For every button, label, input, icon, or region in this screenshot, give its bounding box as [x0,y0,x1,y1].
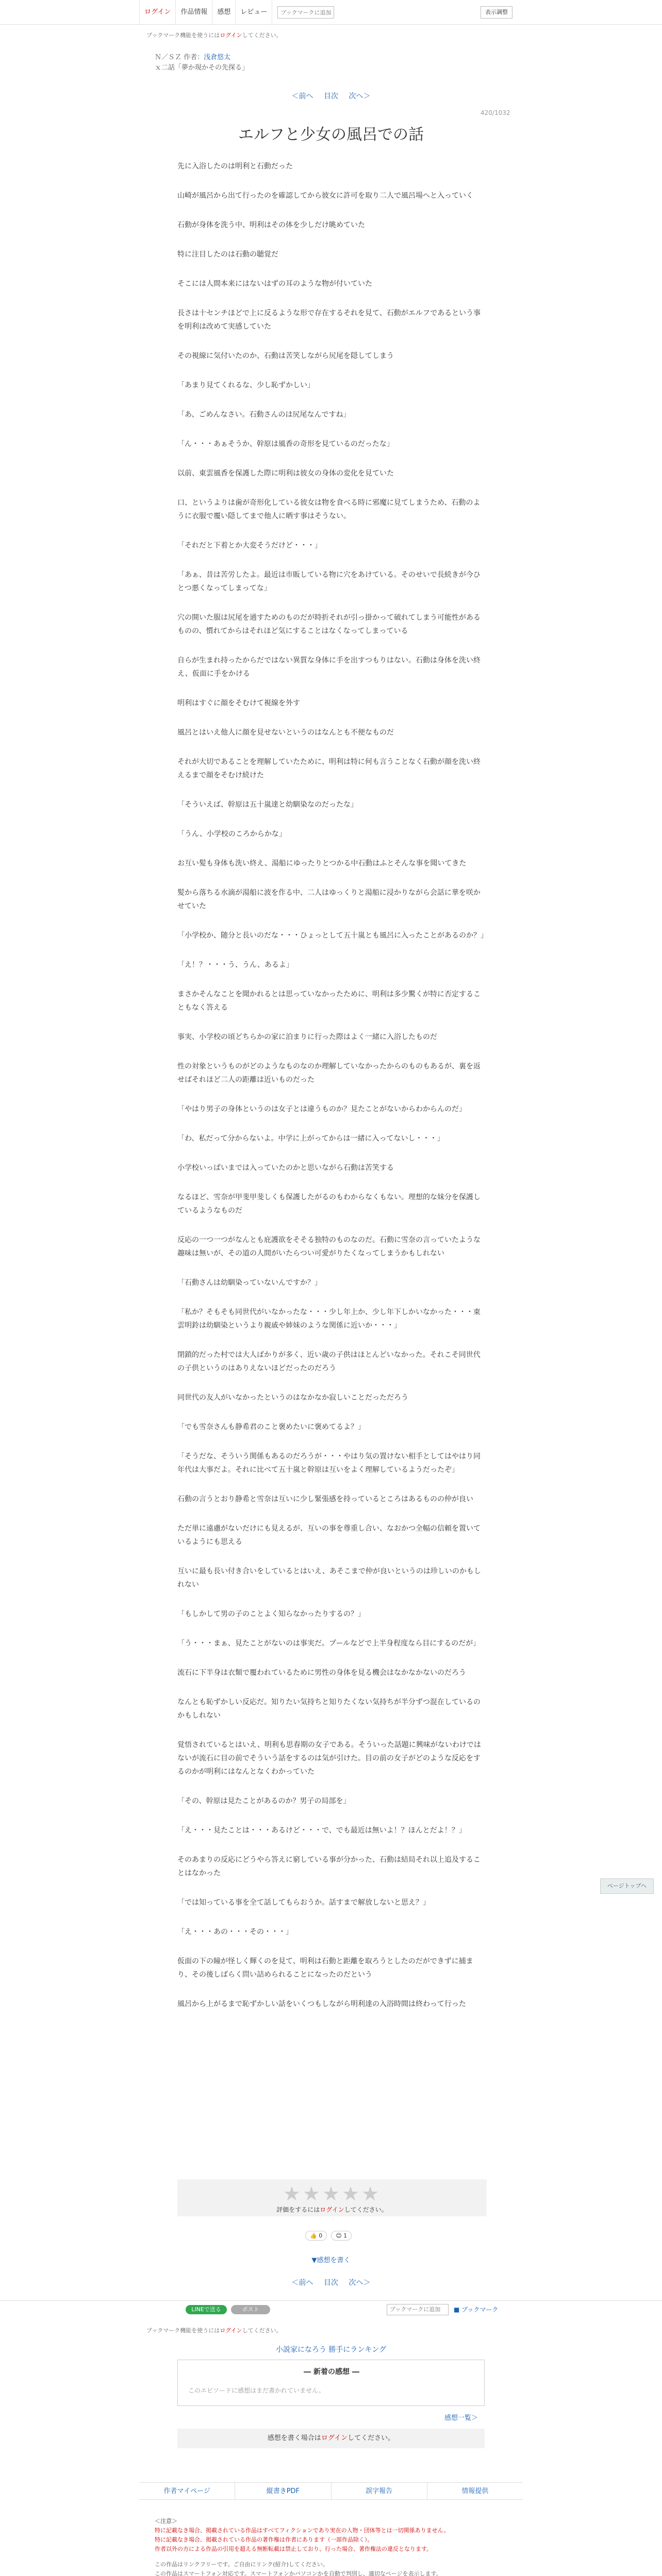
novel-paragraph: ただ単に遠慮がないだけにも見えるが、互いの事を尊重し合い、なおかつ全幅の信頼を置いているようにも思える [177,1524,481,1546]
novel-paragraph: 「その、幹原は見たことがあるのか？男子の局部を」 [177,1797,351,1805]
reviews-empty: このエピソードに感想はまだ書かれていません。 [188,2387,325,2394]
smartphone-note: この作品はスマートフォン対応です。スマートフォンかパソコンかを自動で判別し、適切なページを表示します。 [155,2570,442,2576]
toc-link[interactable]: 目次 [324,92,338,100]
novel-paragraph: 性の対象というものがどのようなものなのか理解していなかったからのものもあるが、裏を返せばそれほど二人の距離は近いものだった [177,1062,481,1084]
page-number: 420/1032 [481,109,510,116]
novel-paragraph: 「わ、私だって分からないよ。中学に上がってからは一緒に入ってないし・・・」 [177,1134,444,1143]
ranking-link[interactable]: 小説家になろう 勝手にランキング [275,2346,387,2354]
caution-notes [155,2517,505,2576]
novel-paragraph: 「え・・・あの・・・その・・・」 [177,1928,293,1936]
header-nav [139,0,523,25]
novel-body [177,160,487,2027]
novel-paragraph: 風呂とはいえ他人に顔を見せないというのはなんとも不便なものだ [177,728,394,737]
novel-paragraph: 互いに最も長い付き合いをしているとはいえ、あそこまで仲が良いというのは珍しいのかもしれない [177,1567,481,1589]
info-provide-link[interactable]: 情報提供 [461,2487,489,2495]
bookmark-button[interactable]: ■ ブックマーク [454,2306,499,2313]
novel-paragraph: 仮面の下の瞳が怪しく輝くのを見て、明利は石動と距離を取ろうとしたのだができずに捕まり、その後しばらく問い詰められることになったのだという [177,1957,473,1979]
novel-paragraph: それが大切であることを理解していたために、明利は特に何も言うことなく石動が顔を洗い終えるまで顔をそむけ続けた [177,758,481,779]
novel-paragraph: 山崎が風呂から出て行ったのを確認してから彼女に許可を取り二人で風呂場へと入っていく [177,192,473,200]
novel-paragraph: 先に入浴したのは明利と石動だった [177,162,293,171]
episode-nav-bottom [0,2277,662,2287]
novel-paragraph: 「うん、小学校のころからかな」 [177,830,286,838]
line-share-button[interactable]: LINEで送る [186,2305,227,2314]
novel-paragraph: 「では知っている事を全て話してもらおうか。話すまで解放しないと思え？」 [177,1899,430,1907]
caution-line: 特に記載なき場合、掲載されている作品はすべてフィクションであり実在の人物・団体等とは一切関係ありません。 [155,2527,450,2534]
bookmark-input[interactable] [277,6,334,19]
reviews-header: ― 新着の感想 ― [304,2368,359,2376]
rating-login-link[interactable]: ログイン [320,2206,344,2213]
notice-login-link[interactable]: ログイン [220,32,242,39]
link-free-note: この作品はリンクフリーです。ご自由にリンク(紹介)してください。 [155,2561,328,2568]
episode-nav-top [0,91,662,101]
display-settings-button[interactable]: 表示調整 [481,6,512,19]
caution-line: 特に記載なき場合、掲載されている作品の著作権は作者にあります（一部作品除く）。 [155,2536,373,2543]
author-link[interactable]: 浅倉悠太 [204,54,231,61]
caution-head: ＜注意＞ [155,2518,177,2524]
novel-paragraph: 穴の開いた服は尻尾を通すためのものだが時折それが引っ掛かって破れてしまう可能性があるものの、慣れてからはそれほど気にすることはなくなってしまっている [177,614,481,635]
rating-stars[interactable]: ★★★★★ [283,2182,382,2205]
novel-paragraph: 長さは十センチほどで上に反るような形で存在するそれを見て、石動がエルフであるという事を明利は改めて実感していた [177,309,481,331]
novel-paragraph: 口、というよりは歯が奇形化している彼女は物を食べる時に邪魔に見てしまうため、石動のように衣服で覆い隠してまで他人に晒す事はそうない。 [177,499,481,520]
novel-paragraph: 覚悟されているとはいえ、明利も思春期の女子である。そういった話題に興味がないわけではないが流石に目の前でそういう話をするのは気が引けた。目の前の女子がどのような反応をするのかが明利にはなんとなくわかっていた [177,1741,481,1776]
typo-report-link[interactable]: 誤字報告 [332,2483,427,2499]
novel-paragraph: その視線に気付いたのか、石動は苦笑しながら尻尾を隠してしまう [177,352,394,360]
toc-link-bottom[interactable]: 目次 [324,2279,338,2287]
footer-links [139,2482,523,2500]
novel-paragraph: 「あ、ごめんなさい。石動さんのは尻尾なんですね」 [177,411,351,419]
review-link[interactable]: レビュー [236,0,272,25]
novel-paragraph: 「あぁ、昔は苦労したよ。最近は市販している物に穴をあけている。そのせいで長続きが今ひとつ悪くなってしまってな」 [177,571,481,592]
review-login-link[interactable]: ログイン [321,2434,348,2442]
write-impression-link[interactable]: ▼感想を書く [311,2257,351,2264]
novel-paragraph: なるほど、雪奈が甲斐甲斐しくも保護したがるのもわからなくもない。理想的な妹分を保護しているようなものだ [177,1193,481,1215]
novel-paragraph: 「それだと下着とか大変そうだけど・・・」 [177,541,322,550]
prev-link[interactable]: ＜前へ [291,92,313,100]
novel-paragraph: 「石動さんは幼馴染っていないんですか？」 [177,1279,322,1287]
novel-paragraph: 「え！？・・・う、うん、あるよ」 [177,961,293,969]
share-toolbar [0,2300,662,2316]
novel-paragraph: 「やはり男子の身体というのは女子とは違うものか？見たことがないからわからんのだ」 [177,1105,466,1113]
novel-paragraph: お互い髪も身体も洗い終え、湯船にゆったりとつかる中石動はふとそんな事を聞いてきた [177,859,467,868]
novel-paragraph: 反応の一つ一つがなんとも庇護欲をそそる独特のものなのだ。石動に雪奈の言っていたような趣味は無いが、その道の人間がいたらつい可愛がりたくなってしまうかもしれない [177,1236,481,1258]
novel-paragraph: 「小学校か、随分と長いのだな・・・ひょっとして五十嵐とも風呂に入ったことがあるのか？」 [177,931,488,940]
caution-line: 作者以外の方による作品の引用を超える無断転載は禁止しており、行った場合、著作権法の違反となります。 [155,2546,433,2552]
novel-paragraph: 「私か？そもそも同世代がいなかったな・・・少し年上か、少し年下しかいなかった・・・東雲明鈴は幼馴染というより親戚や姉妹のような関係に近いか・・・」 [177,1308,481,1330]
next-link[interactable]: 次へ＞ [349,92,371,100]
series-info: Ｎ／ＳＺ 作者：浅倉悠太 ｘ二話「夢か現かその先探る」 [155,53,249,73]
bookmark-notice-bottom: ブックマーク機能を使うにはログインしてください。 [146,2327,282,2334]
novel-paragraph: そのあまりの反応にどうやら答えに窮している事が分かった、石動は結局それ以上追及することはなかった [177,1856,481,1877]
novel-paragraph: 流石に下半身は衣類で覆われているために男性の身体を見る機会はなかなかないのだろう [177,1669,466,1677]
novel-paragraph: 事実、小学校の頃どちらかの家に泊まりに行った際はよく一緒に入浴したものだ [177,1033,437,1041]
review-list-link[interactable]: 感想一覧＞ [444,2414,478,2422]
chapter-title: ｘ二話「夢か現かその先探る」 [155,64,249,72]
novel-paragraph: 小学校いっぱいまでは入っていたのかと思いながら石動は苦笑する [177,1164,394,1172]
reaction-buttons [305,2231,352,2241]
impressions-link[interactable]: 感想 [212,0,236,25]
novel-paragraph: 「う・・・まぁ、見たことがないのは事実だ。プールなどで上半身程度なら目にするのだが」 [177,1639,481,1648]
page-top-button[interactable]: ページトップへ [600,1878,654,1894]
novel-paragraph: 石動が身体を洗う中、明利はその体を少しだけ眺めていた [177,221,365,229]
novel-paragraph: なんとも恥ずかしい反応だ。知りたい気持ちと知りたくない気持ちが半分ずつ混在しているのかもしれない [177,1698,481,1720]
novel-paragraph: 自らが生まれ持ったからだではない異質な身体に手を出すつもりはない。石動は身体を洗い終え、仮面に手をかける [177,656,481,678]
novel-paragraph: 「え・・・見たことは・・・あるけど・・・で、でも最近は無いよ！？ほんとだよ！？」 [177,1826,466,1835]
login-link[interactable]: ログイン [139,0,176,25]
smile-reaction[interactable]: 😊 1 [331,2231,352,2241]
novel-paragraph: 「そうだな、そういう関係もあるのだろうが・・・やはり気の置けない相手としてはやはり同年代は大事だよ。それに比べて五十嵐と幹原は互いをよく理解しているようだったぞ」 [177,1452,481,1474]
novel-paragraph: 「あまり見てくれるな、少し恥ずかしい」 [177,381,315,389]
novel-paragraph: 「でも雪奈さんも静希君のこと褒めたいに褒めてるよ？」 [177,1423,365,1431]
episode-title: エルフと少女の風呂での話 [238,126,424,144]
bookmark-notice: ブックマーク機能を使うにはログインしてください。 [146,32,282,39]
novel-paragraph: 「そういえば、幹原は五十嵐達と幼馴染なのだったな」 [177,801,358,809]
post-share-button[interactable]: ポスト [231,2305,270,2314]
author-page-link[interactable]: 作者マイページ [139,2483,235,2499]
novel-paragraph: 以前、東雲風香を保護した際に明利は彼女の身体の変化を見ていた [177,469,394,478]
prev-link-bottom[interactable]: ＜前へ [291,2279,313,2287]
novel-paragraph: 明利はすぐに顔をそむけて視線を外す [177,699,300,707]
novel-paragraph: 風呂から上がるまで恥ずかしい話をいくつもしながら明利達の入浴時間は終わって行った [177,2000,466,2008]
like-reaction[interactable]: 👍 0 [305,2231,327,2241]
vertical-pdf-link[interactable]: 縦書きPDF [235,2483,331,2499]
rating-note: 評価をするにはログインしてください。 [276,2206,388,2213]
review-login-note: 感想を書く場合はログインしてください。 [177,2429,485,2448]
top-header-bar [0,0,662,25]
next-link-bottom[interactable]: 次へ＞ [349,2279,371,2287]
notice-login-link-bottom[interactable]: ログイン [220,2327,242,2334]
novel-paragraph: 「ん・・・あぁそうか、幹原は風香の奇形を見ているのだったな」 [177,440,394,448]
novel-paragraph: 同世代の友人がいなかったというのはなかなか寂しいことだっただろう [177,1394,408,1402]
novel-paragraph: 「もしかして男の子のことよく知らなかったりするの？」 [177,1610,365,1618]
bookmark-input-bottom[interactable] [387,2304,449,2315]
rating-box [177,2179,487,2216]
novel-paragraph: 閉鎖的だった村では大人ばかりが多く、近い歳の子供はほとんどいなかった。それこそ同世代の子供というのはありえないほどだったのだろう [177,1351,481,1372]
novel-paragraph: 特に注目したのは石動の聴覚だ [177,250,278,259]
new-reviews-box [177,2360,485,2406]
novel-paragraph: 石動の言うとおり静希と雪奈は互いに少し緊張感を持っているところはあるものの仲が良い [177,1495,473,1503]
novel-paragraph: 髪から落ちる水滴が湯船に波を作る中、二人はゆっくりと湯船に浸かりながら会話に華を咲かせていた [177,889,481,910]
novel-paragraph: そこには人間本来にはないはずの耳のような物が付いていた [177,280,372,288]
work-info-link[interactable]: 作品情報 [176,0,212,25]
novel-paragraph: まさかそんなことを聞かれるとは思っていなかったために、明利は多少驚くが特に否定することもなく答える [177,990,481,1012]
